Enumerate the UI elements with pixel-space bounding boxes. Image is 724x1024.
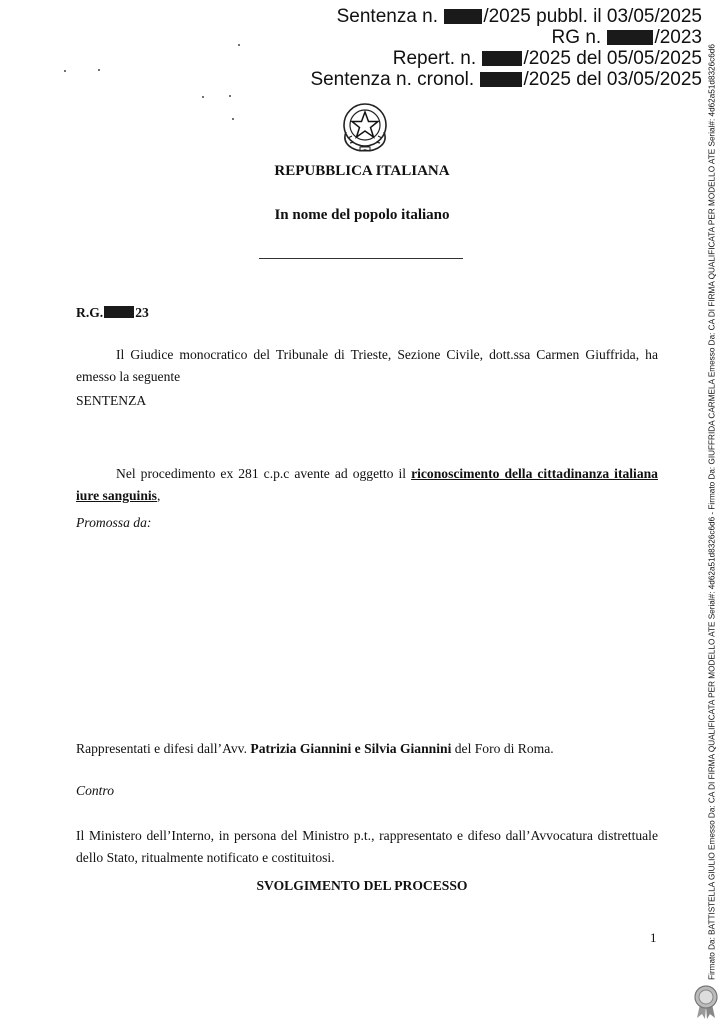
procedimento-text: Nel procedimento ex 281 c.p.c avente ad oggetto il: [116, 466, 407, 481]
promossa-label: Promossa da:: [76, 515, 152, 530]
stamp-repert-prefix: Repert. n.: [392, 48, 477, 69]
stamp-rg-suffix: /2023: [654, 27, 702, 48]
scan-speck: [98, 69, 100, 71]
ministero-paragraph: Il Ministero dell’Interno, in persona del Ministro p.t., rappresentato e difeso dall’Avvocatura distrettuale dello Stato, ritualmente notificato e costituitosi.: [76, 828, 658, 865]
stamp-cronol-suffix: /2025 del 03/05/2025: [523, 69, 702, 90]
scan-speck: [202, 96, 204, 98]
foro-text: del Foro di Roma.: [451, 741, 554, 756]
signature-text: Firmato Da: BATTISTELLA GIULIO Emesso Da: CA DI FIRMA QUALIFICATA PER MODELLO ATE Serial#: 4d62a51d8326c6d6 - Firmato Da: GIUFFRIDA CARMELA Emesso Da: CA DI FIRMA QUALIFICATA PER MODELLO ATE Serial#: 4d62a51d8326c6d6: [707, 44, 717, 980]
lawyer-name: Patrizia Giannini: [250, 741, 352, 756]
scan-speck: [64, 70, 66, 72]
redaction-box: [444, 9, 482, 24]
stamp-line-sentenza: [310, 6, 702, 27]
redaction-box: [607, 30, 653, 45]
document-title: REPUBBLICA ITALIANA: [274, 163, 450, 179]
document-subtitle: In nome del popolo italiano: [274, 207, 450, 223]
intro-paragraph: Il Giudice monocratico del Tribunale di Trieste, Sezione Civile, dott.ssa Carmen Giuffrida, ha emesso la seguente: [76, 347, 658, 384]
page-number: 1: [650, 930, 657, 945]
certification-rosette-icon: [692, 984, 720, 1020]
stamp-sentenza-suffix: /2025 pubbl. il 03/05/2025: [483, 6, 702, 27]
stamp-line-cronol: [310, 69, 702, 90]
case-number: [76, 302, 658, 324]
lawyer-join: e: [351, 741, 365, 756]
scan-speck: [232, 118, 234, 120]
title-divider: [259, 258, 463, 259]
rg-prefix: R.G.: [76, 305, 104, 320]
procedimento-end: ,: [156, 488, 161, 503]
redaction-box: [482, 51, 522, 66]
sentenza-heading: SENTENZA: [76, 393, 147, 408]
stamp-repert-suffix: /2025 del 05/05/2025: [523, 48, 702, 69]
italian-republic-emblem-icon: [338, 98, 392, 154]
stamp-rg-prefix: RG n.: [551, 27, 602, 48]
stamp-line-rg: [310, 27, 702, 48]
section-heading: SVOLGIMENTO DEL PROCESSO: [256, 878, 468, 893]
scan-speck: [229, 95, 231, 97]
stamp-line-repert: [310, 48, 702, 69]
representation-line: [76, 738, 658, 760]
stamp-cronol-prefix: Sentenza n. cronol.: [310, 69, 475, 90]
stamp-sentenza-prefix: Sentenza n.: [336, 6, 439, 27]
rappresentati-text: Rappresentati e difesi dall’Avv.: [76, 741, 247, 756]
procedimento-subject: riconoscimento della cittadinanza italiana iure sanguinis: [76, 466, 658, 503]
rg-suffix: 23: [135, 305, 149, 320]
procedimento-paragraph: [76, 463, 658, 507]
contro-label: Contro: [76, 783, 115, 798]
scan-speck: [238, 44, 240, 46]
redaction-box: [480, 72, 522, 87]
redaction-box: [104, 306, 134, 318]
registry-stamp: [310, 6, 702, 90]
lawyer-name: Silvia Giannini: [364, 741, 452, 756]
